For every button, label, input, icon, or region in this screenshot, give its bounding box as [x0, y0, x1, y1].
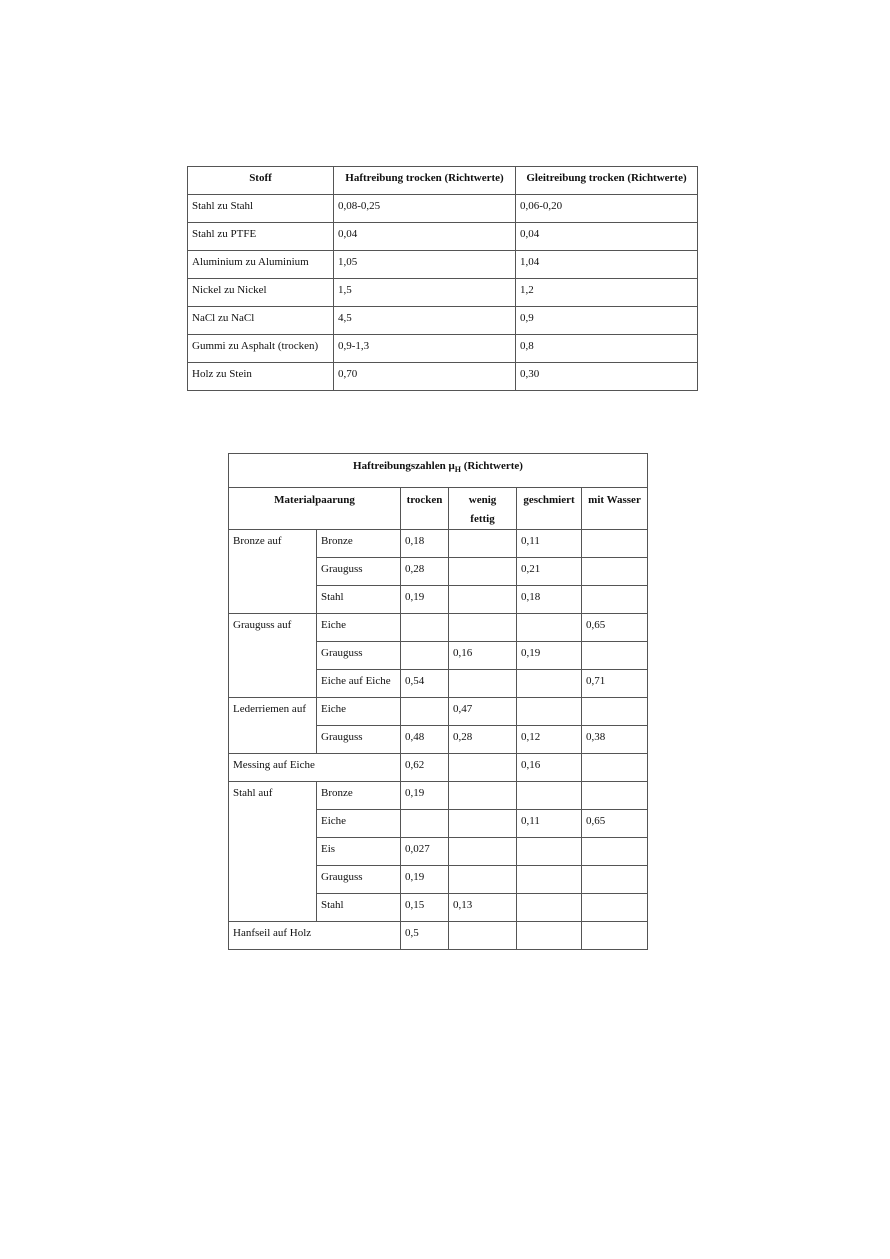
table-row	[188, 279, 698, 307]
table-row	[188, 251, 698, 279]
cell-material: Stahl zu Stahl	[188, 195, 334, 223]
cell-counterpart: Grauguss	[317, 558, 401, 586]
cell-counterpart: Bronze	[317, 782, 401, 810]
cell-dry	[401, 810, 449, 838]
cell-water: 0,65	[582, 614, 648, 642]
cell-dry: 0,48	[401, 726, 449, 754]
cell-static: 0,04	[334, 223, 516, 251]
table-row	[229, 922, 648, 950]
group-label: Messing auf Eiche	[229, 754, 401, 782]
table-row	[188, 363, 698, 391]
cell-water	[582, 922, 648, 950]
cell-lubricated	[517, 782, 582, 810]
cell-water	[582, 894, 648, 922]
cell-low-grease	[449, 782, 517, 810]
cell-material: Holz zu Stein	[188, 363, 334, 391]
cell-static: 4,5	[334, 307, 516, 335]
cell-dry: 0,18	[401, 530, 449, 558]
cell-low-grease: 0,16	[449, 642, 517, 670]
column-header-sliding-friction: Gleitreibung trocken (Richtwerte)	[516, 167, 698, 195]
cell-dry: 0,19	[401, 586, 449, 614]
cell-sliding: 0,30	[516, 363, 698, 391]
table-title	[229, 454, 648, 488]
cell-material: Aluminium zu Aluminium	[188, 251, 334, 279]
cell-water	[582, 530, 648, 558]
cell-low-grease	[449, 838, 517, 866]
column-header-water: mit Wasser	[582, 488, 648, 530]
cell-dry: 0,28	[401, 558, 449, 586]
header-low-grease-line2: fettig	[470, 513, 495, 525]
cell-low-grease	[449, 586, 517, 614]
group-label: Lederriemen auf	[229, 698, 317, 754]
table-row	[229, 782, 648, 810]
cell-low-grease	[449, 866, 517, 894]
cell-water: 0,38	[582, 726, 648, 754]
table-row	[229, 698, 648, 726]
cell-sliding: 1,2	[516, 279, 698, 307]
table-row	[188, 223, 698, 251]
table-row	[229, 530, 648, 558]
cell-dry: 0,5	[401, 922, 449, 950]
cell-water	[582, 698, 648, 726]
cell-water: 0,65	[582, 810, 648, 838]
cell-counterpart: Grauguss	[317, 642, 401, 670]
cell-lubricated	[517, 922, 582, 950]
cell-dry: 0,19	[401, 782, 449, 810]
cell-lubricated: 0,16	[517, 754, 582, 782]
header-low-grease-line1: wenig	[468, 494, 497, 506]
group-label: Stahl auf	[229, 782, 317, 922]
cell-lubricated: 0,11	[517, 530, 582, 558]
column-header-low-grease	[449, 488, 517, 530]
cell-dry: 0,15	[401, 894, 449, 922]
cell-lubricated	[517, 838, 582, 866]
cell-low-grease	[449, 810, 517, 838]
table-row	[229, 754, 648, 782]
cell-counterpart: Eiche	[317, 698, 401, 726]
cell-counterpart: Eiche	[317, 810, 401, 838]
cell-lubricated: 0,12	[517, 726, 582, 754]
title-subscript: H	[454, 465, 461, 475]
cell-counterpart: Eiche	[317, 614, 401, 642]
cell-static: 0,70	[334, 363, 516, 391]
table-title-row	[229, 454, 648, 488]
cell-low-grease	[449, 754, 517, 782]
cell-low-grease: 0,47	[449, 698, 517, 726]
column-header-static-friction: Haftreibung trocken (Richtwerte)	[334, 167, 516, 195]
table-row	[229, 614, 648, 642]
table-row	[188, 307, 698, 335]
cell-water	[582, 866, 648, 894]
column-header-dry: trocken	[401, 488, 449, 530]
table-header-row	[188, 167, 698, 195]
cell-water	[582, 586, 648, 614]
cell-lubricated: 0,18	[517, 586, 582, 614]
cell-low-grease	[449, 558, 517, 586]
cell-lubricated	[517, 894, 582, 922]
column-header-pairing: Materialpaarung	[229, 488, 401, 530]
cell-water	[582, 642, 648, 670]
cell-dry: 0,54	[401, 670, 449, 698]
cell-sliding: 0,06-0,20	[516, 195, 698, 223]
static-friction-coefficients-table	[228, 453, 648, 950]
group-label: Grauguss auf	[229, 614, 317, 698]
cell-lubricated	[517, 698, 582, 726]
title-suffix: (Richtwerte)	[460, 460, 523, 472]
cell-low-grease	[449, 670, 517, 698]
cell-static: 0,08-0,25	[334, 195, 516, 223]
cell-sliding: 0,04	[516, 223, 698, 251]
cell-lubricated	[517, 614, 582, 642]
cell-lubricated	[517, 670, 582, 698]
cell-material: NaCl zu NaCl	[188, 307, 334, 335]
cell-material: Stahl zu PTFE	[188, 223, 334, 251]
cell-water: 0,71	[582, 670, 648, 698]
cell-dry: 0,62	[401, 754, 449, 782]
cell-static: 1,5	[334, 279, 516, 307]
cell-low-grease	[449, 614, 517, 642]
cell-material: Nickel zu Nickel	[188, 279, 334, 307]
cell-dry	[401, 614, 449, 642]
cell-static: 1,05	[334, 251, 516, 279]
cell-counterpart: Grauguss	[317, 726, 401, 754]
table-header-row	[229, 488, 648, 530]
cell-counterpart: Bronze	[317, 530, 401, 558]
cell-water	[582, 838, 648, 866]
cell-low-grease: 0,28	[449, 726, 517, 754]
cell-counterpart: Grauguss	[317, 866, 401, 894]
cell-static: 0,9-1,3	[334, 335, 516, 363]
cell-dry: 0,19	[401, 866, 449, 894]
cell-low-grease: 0,13	[449, 894, 517, 922]
column-header-lubricated: geschmiert	[517, 488, 582, 530]
cell-water	[582, 558, 648, 586]
cell-lubricated: 0,19	[517, 642, 582, 670]
cell-lubricated	[517, 866, 582, 894]
group-label: Hanfseil auf Holz	[229, 922, 401, 950]
cell-low-grease	[449, 922, 517, 950]
cell-material: Gummi zu Asphalt (trocken)	[188, 335, 334, 363]
cell-counterpart: Eis	[317, 838, 401, 866]
cell-counterpart: Eiche auf Eiche	[317, 670, 401, 698]
friction-table-dry	[187, 166, 698, 391]
column-header-material: Stoff	[188, 167, 334, 195]
cell-low-grease	[449, 530, 517, 558]
cell-dry	[401, 698, 449, 726]
cell-counterpart: Stahl	[317, 586, 401, 614]
title-prefix: Haftreibungszahlen μ	[353, 460, 455, 472]
cell-sliding: 0,9	[516, 307, 698, 335]
cell-sliding: 0,8	[516, 335, 698, 363]
table-row	[188, 335, 698, 363]
cell-sliding: 1,04	[516, 251, 698, 279]
cell-dry	[401, 642, 449, 670]
cell-lubricated: 0,11	[517, 810, 582, 838]
cell-dry: 0,027	[401, 838, 449, 866]
cell-water	[582, 754, 648, 782]
group-label: Bronze auf	[229, 530, 317, 614]
cell-counterpart: Stahl	[317, 894, 401, 922]
cell-water	[582, 782, 648, 810]
cell-lubricated: 0,21	[517, 558, 582, 586]
table-row	[188, 195, 698, 223]
